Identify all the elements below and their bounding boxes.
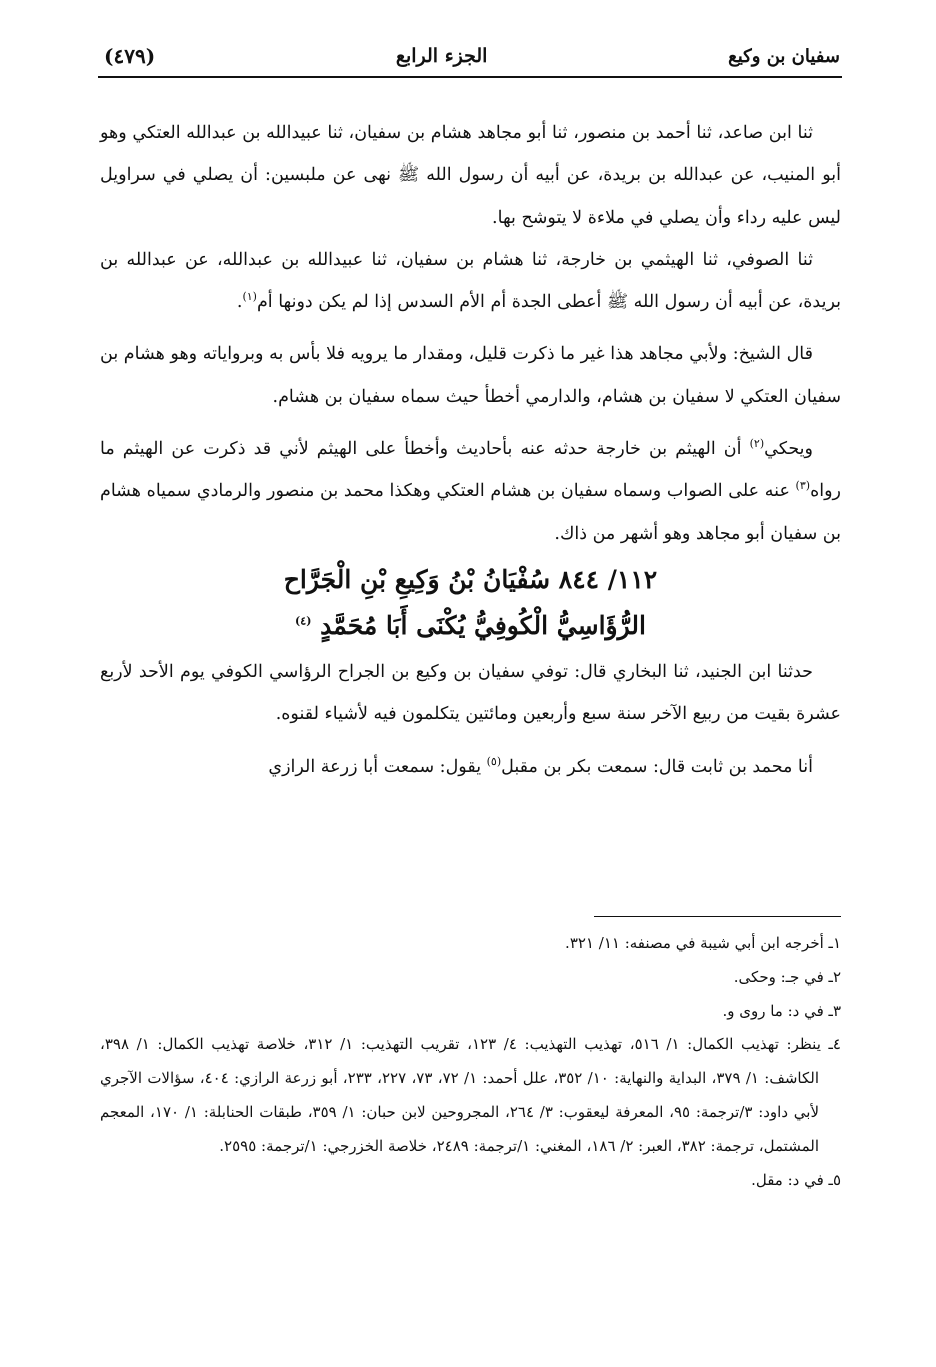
paragraph-4: [100, 428, 841, 555]
footnotes: [100, 927, 841, 1197]
footnote-ref-4: (٤): [295, 614, 312, 628]
paragraph-2-text: ثنا الصوفي، ثنا الهيثمي بن خارجة، ثنا هشام بن سفيان، ثنا عبيدالله بن عبدالله، عن عبدالله بن بريدة، عن أبيه أن رسول الله ﷺ أعطى الجدة أم الأم السدس إذا لم يكن دونها أم: [100, 249, 841, 313]
running-header: [104, 36, 840, 76]
paragraph-5: حدثنا ابن الجنيد، ثنا البخاري قال: توفي سفيان بن وكيع بن الجراح الرؤاسي الكوفي يوم الأحد لأربع عشرة بقيت من ربيع الآخر سنة سبع وأربعين ومائتين يتكلمون فيه لأشياء لقنوه.: [100, 661, 841, 725]
footnote-ref-1: (١): [242, 290, 257, 304]
header-divider: [98, 76, 842, 78]
paragraph-3: قال الشيخ: ولأبي مجاهد هذا غير ما ذكرت قليل، ومقدار ما يرويه فلا بأس به وبرواياته وهو هشام بن سفيان العتكي لا سفيان بن هشام، والدارمي أخطأ حيث سماه سفيان بن هشام.: [100, 344, 841, 407]
paragraph-6-text-b: يقول: سمعت أبا زرعة الرازي: [268, 756, 487, 777]
footnote-divider: [594, 916, 841, 917]
page-number: (٤٧٩): [104, 44, 156, 68]
paragraph-6-text-a: أنا محمد بن ثابت قال: سمعت بكر بن مقبل: [501, 756, 813, 777]
paragraph-4-text-a: ويحكي: [764, 439, 813, 460]
entry-heading-line-2-text: الرُّؤَاسِيُّ الْكُوفِيُّ يُكْنَى أَبَا مُحَمَّدٍ: [320, 610, 646, 640]
entry-heading-line-1: ١١٢/ ٨٤٤ سُفْيَانُ بْنُ وَكِيعِ بْنِ الْجَرَّاح: [283, 564, 658, 594]
footnote-2: ٢ـ في جـ: وحكى.: [733, 967, 841, 986]
paragraph-2-end: .: [236, 292, 243, 313]
paragraph-4-text-b: أن الهيثم بن خارجة حدثه عنه بأحاديث وأخطأ على الهيثم لأني قد ذكرت عن الهيثم ما رواه: [100, 439, 841, 502]
footnote-5: ٥ـ في د: مقل.: [751, 1170, 841, 1189]
entry-heading: [100, 557, 841, 649]
main-text: [100, 112, 841, 788]
header-chapter-title: سفيان بن وكيع: [728, 45, 840, 67]
footnote-4: ٤ـ ينظر: تهذيب الكمال: ١/ ٥١٦، تهذيب التهذيب: ٤/ ١٢٣، تقريب التهذيب: ١/ ٣١٢، خلاصة تهذيب الكمال: ١/ ٣٩٨، الكاشف: ١/ ٣٧٩، البداية والنهاية: ١٠/ ٣٥٢، علل أحمد: ١/ ٧٢، ٧٣، ٢٢٧، ٢٣٣، أبو زرعة الرازي: ٤٠٤، سؤالات الآجري لأبي داود: ٣/ترجمة: ٩٥، المعرفة ليعقوب: ٣/ ٢٦٤، المجروحين لابن حبان: ١/ ٣٥٩، طبقات الحنابلة: ١/ ١٧٠، المعجم المشتمل، ترجمة: ٣٨٢، العبر: ٢/ ١٨٦، المغني: ١/ترجمة: ٢٤٨٩، خلاصة الخزرجي: ١/ترجمة: ٢٥٩٥.: [100, 1035, 841, 1155]
paragraph-6: [100, 746, 841, 788]
footnote-ref-2: (٢): [749, 437, 765, 451]
footnote-ref-3: (٣): [795, 479, 811, 493]
paragraph-4-text-c: عنه على الصواب وسماه سفيان بن هشام العتكي وهكذا محمد بن منصور والرمادي سمياه هشام بن سفيان أبو مجاهد وهو أشهر من ذاك.: [100, 481, 841, 544]
paragraph-2: [100, 239, 841, 324]
footnote-ref-5: (٥): [486, 754, 502, 768]
footnote-3: ٣ـ في د: ما روى و.: [722, 1001, 841, 1020]
entry-heading-line-2: [100, 603, 841, 649]
footnote-1: ١ـ أخرجه ابن أبي شيبة في مصنفه: ١١/ ٣٢١.: [565, 934, 841, 952]
header-volume-title: الجزء الرابع: [395, 45, 488, 67]
paragraph-1: ثنا ابن صاعد، ثنا أحمد بن منصور، ثنا أبو مجاهد هشام بن سفيان، ثنا عبيدالله بن عبدالله العتكي وهو أبو المنيب، عن عبدالله بن بريدة، عن أبيه أن رسول الله ﷺ نهى عن ملبسين: أن يصلي في سراويل ليس عليه رداء وأن يصلي في ملاءة لا يتوشح بها.: [100, 123, 841, 228]
